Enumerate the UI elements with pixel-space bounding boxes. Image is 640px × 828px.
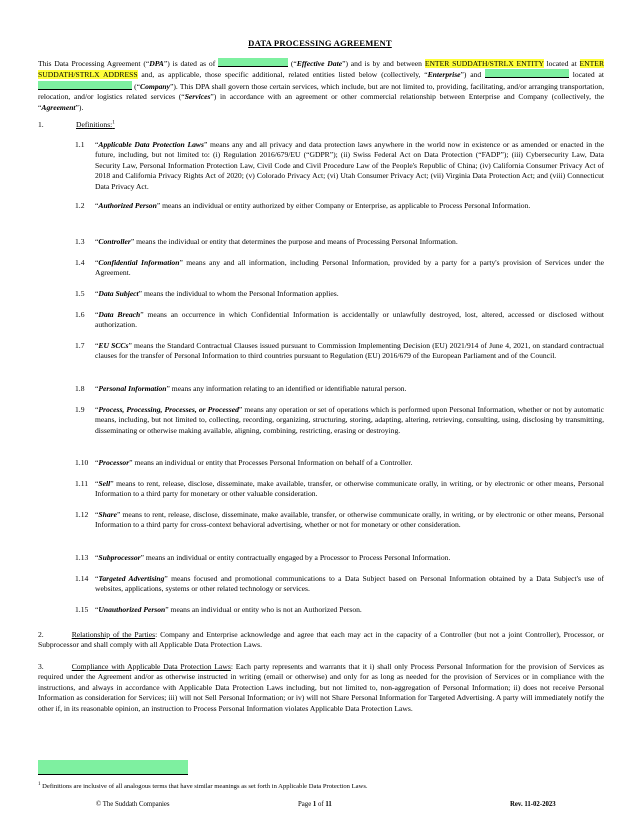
section-text: : Company and Enterprise acknowledge and agree that each may act in the capacity of a Controller (but not a joint Controller), Processor, or Subprocessor and shall comply with all Applicable Data Protection Laws. [38, 630, 605, 650]
definition-body: ” means an individual or entity that Processes Personal Information on behalf of a Controller. [129, 458, 413, 467]
address-placeholder[interactable]: ENTER SUDDATH/STRLX ADDRESS [38, 59, 605, 80]
intro-text: ”). This DPA shall govern those certain services, which include, but are not limited to, providing, facilitating, and/or arranging transportation, relocation, and/or logistics related services (“ [38, 81, 604, 102]
intro-paragraph [38, 58, 604, 113]
definition-text [95, 384, 604, 394]
footnote-separator-field [38, 760, 188, 775]
definition-body: ” means the individual or entity that determines the purpose and means of Processing Personal Information. [130, 237, 458, 246]
definition-item [75, 140, 604, 192]
definition-item [75, 510, 604, 531]
section-text: : Each party represents and warrants that it i) shall only Process Personal Information for the provision of Services as required under the Agreement and/or as otherwise instructed in writing (email or otherwise) and only for as long as needed for the provision of Services or in compliance with the instructions, and always in accordance with Applicable Data Protection Laws including, but not limited to, non-aggregation of Personal Information; ii) does not receive Personal Information as consideration for Services; iii) will not Sell Personal Information; or iv) will not Share Personal Information for Targeted Advertising. A party will immediately notify the other if, in its reasonable opinion, an instruction to Process Personal Information violates Applicable Data Protection Laws. [38, 662, 604, 713]
definition-number: 1.15 [75, 605, 89, 614]
definition-item [75, 201, 604, 211]
quote-mark: “ [95, 310, 99, 319]
quote-mark: “ [95, 289, 99, 298]
definition-number: 1.5 [75, 289, 85, 298]
quote-mark: “ [95, 458, 99, 467]
definition-text [95, 289, 604, 299]
defined-term: EU SCCs [98, 341, 129, 350]
quote-mark: “ [95, 405, 99, 414]
section-heading: Compliance with Applicable Data Protection Laws [71, 662, 231, 671]
section-heading-text: Definitions: [76, 120, 113, 129]
definition-text [95, 479, 604, 500]
section-number: 1. [38, 120, 44, 129]
definition-body: ” means an individual or entity contractually engaged by a Processor to Process Personal Information. [140, 553, 451, 562]
section-2 [38, 630, 604, 651]
defined-term: Processor [98, 458, 130, 467]
intro-text: ”). [75, 102, 84, 112]
definition-text [95, 237, 604, 247]
term-enterprise: Enterprise [427, 70, 461, 80]
definition-body: ” means focused and promotional communications to a Data Subject based on Personal Information obtained by a Data Subject's use of websites, applications, systems or other related technology or services. [95, 574, 604, 594]
definition-body: ” means to rent, release, disclose, disseminate, make available, transfer, or otherwise communicate orally, in writing, or by electronic or other means, Personal Information to a third party for cross-context behavioral advertising, whether or not for monetary or other consideration. [95, 510, 604, 530]
definition-item [75, 458, 604, 468]
defined-term: Sell [98, 479, 111, 488]
footnote-ref[interactable]: 1 [112, 120, 115, 126]
definition-body: ” means an individual or entity authorized by either Company or Enterprise, as applicable to Process Personal Information. [156, 201, 531, 210]
page-current: 1 [312, 801, 317, 808]
definition-item [75, 605, 604, 615]
section-number: 2. [38, 630, 44, 639]
definition-number: 1.9 [75, 405, 85, 414]
footnote-mark: 1 [38, 781, 41, 787]
definition-item [75, 574, 604, 595]
definition-text [95, 310, 604, 331]
definition-body: ” means any operation or set of operations which is performed upon Personal Information, whether or not by automatic means, including, but not limited to, collecting, recording, organizing, structuring, storing, adapting, altering, retrieving, consulting, using, disclosing by transmitting, disseminating or otherwise making available, aligning, combining, restricting, erasing or destroying. [95, 405, 604, 435]
quote-mark: “ [95, 574, 99, 583]
defined-term: Targeted Advertising [98, 574, 165, 583]
intro-text: located at [572, 70, 604, 80]
section-heading: Relationship of the Parties [71, 630, 156, 639]
defined-term: Subprocessor [98, 553, 141, 562]
quote-mark: “ [95, 237, 99, 246]
intro-text: ”) and [460, 70, 482, 80]
effective-date-field[interactable] [218, 58, 288, 67]
definition-body: ” means to rent, release, disclose, disseminate, make available, transfer, or otherwise communicate orally, in writing, or by electronic or other means, Personal Information to a third party for monetary or other valuable consideration. [95, 479, 604, 499]
intro-text: ”) is dated as of [163, 59, 216, 68]
definition-body: ” means any information relating to an identified or identifiable natural person. [166, 384, 407, 393]
definition-text [95, 458, 604, 468]
defined-term: Controller [98, 237, 131, 246]
term-company: Company [140, 81, 171, 91]
quote-mark: “ [95, 258, 99, 267]
quote-mark: “ [95, 201, 99, 210]
term-dpa: DPA [149, 59, 164, 68]
definition-item [75, 384, 604, 394]
definition-item [75, 479, 604, 500]
footnote-text: Definitions are inclusive of all analogous terms that have similar meanings as set forth in Applicable Data Protection Laws. [40, 783, 368, 790]
intro-text: ”) and is by and between [342, 59, 422, 68]
definition-item [75, 289, 604, 299]
definition-number: 1.13 [75, 553, 89, 562]
quote-mark: “ [95, 605, 99, 614]
defined-term: Confidential Information [98, 258, 180, 267]
intro-text: located at [546, 59, 577, 68]
definition-body: ” means an occurrence in which Confidential Information is accidentally or unlawfully destroyed, lost, altered, accessed or disclosed without authorization. [95, 310, 604, 330]
footnote [38, 782, 604, 791]
page-total: 11 [325, 801, 332, 808]
definition-text [95, 574, 604, 595]
quote-mark: “ [95, 341, 99, 350]
defined-term: Personal Information [98, 384, 167, 393]
definition-text [95, 258, 604, 279]
intro-text: This Data Processing Agreement (“ [38, 59, 150, 68]
definition-text [95, 341, 604, 362]
definition-number: 1.3 [75, 237, 85, 246]
definition-number: 1.4 [75, 258, 85, 267]
definition-number: 1.1 [75, 140, 85, 149]
intro-text: (“ [134, 81, 141, 91]
definition-body: ” means any and all information, including Personal Information, provided by a party for a party's provision of Services under the Agreement. [95, 258, 605, 278]
intro-text: and, as applicable, those specific additional, related entities listed below (collectively, “ [141, 70, 428, 80]
definition-number: 1.14 [75, 574, 89, 583]
section-number: 3. [38, 662, 44, 671]
definition-number: 1.10 [75, 458, 89, 467]
definition-number: 1.2 [75, 201, 85, 210]
defined-term: Data Subject [98, 289, 139, 298]
term-effective-date: Effective Date [296, 59, 343, 68]
page-prefix: Page [298, 801, 313, 808]
definition-item [75, 553, 604, 563]
quote-mark: “ [95, 553, 99, 562]
definition-text [95, 405, 604, 436]
quote-mark: “ [95, 384, 99, 393]
footer-page-number [298, 801, 332, 808]
definition-body: ” means an individual or entity who is not an Authorized Person. [165, 605, 362, 614]
definition-text [95, 605, 604, 615]
definition-text [95, 553, 604, 563]
company-address-field[interactable] [38, 81, 132, 90]
intro-text: ”) in accordance with an agreement or other commercial relationship between Enterprise and Company (collectively, the “ [38, 92, 604, 112]
definition-number: 1.8 [75, 384, 85, 393]
defined-term: Unauthorized Person [98, 605, 166, 614]
footer-revision: Rev. 11-02-2023 [510, 801, 556, 808]
definition-body: ” means the Standard Contractual Clauses issued pursuant to Commission Implementing Decision (EU) 2021/914 of June 4, 2021, on standard contractual clauses for the transfer of Personal Information to third countries pursuant to Regulation (EU) 2016/679 of the European Parliament and of the Council. [95, 341, 604, 361]
definition-number: 1.7 [75, 341, 85, 350]
defined-term: Process, Processing, Processes, or Processed [98, 405, 239, 414]
page-mid: of [316, 801, 326, 808]
company-name-field[interactable] [485, 69, 569, 78]
definition-number: 1.6 [75, 310, 85, 319]
defined-term: Data Breach [98, 310, 141, 319]
definition-item [75, 237, 604, 247]
definition-item [75, 258, 604, 279]
section-heading [76, 120, 115, 130]
quote-mark: “ [95, 479, 99, 488]
definition-item [75, 310, 604, 331]
definition-text [95, 140, 604, 192]
term-agreement: Agreement [41, 102, 76, 112]
definition-text [95, 510, 604, 531]
entity-placeholder[interactable]: ENTER SUDDATH/STRLX ENTITY [424, 59, 544, 68]
definition-number: 1.12 [75, 510, 89, 519]
definition-number: 1.11 [75, 479, 89, 488]
intro-text: (“ [290, 59, 297, 68]
quote-mark: “ [95, 510, 99, 519]
definition-body: ” means the individual to whom the Personal Information applies. [138, 289, 339, 298]
defined-term: Share [98, 510, 117, 519]
page-title: DATA PROCESSING AGREEMENT [248, 38, 392, 48]
definition-item [75, 341, 604, 362]
section-3 [38, 662, 604, 714]
defined-term: Applicable Data Protection Laws [98, 140, 204, 149]
footer-copyright: © The Suddath Companies [96, 801, 170, 808]
term-services: Services [184, 92, 211, 102]
defined-term: Authorized Person [98, 201, 157, 210]
definition-item [75, 405, 604, 436]
quote-mark: “ [95, 140, 99, 149]
definition-body: ” means any and all privacy and data protection laws anywhere in the world now in existence or as amended or enacted in the future, including, but not limited to: (i) Regulation 2016/679/EU (“GDPR”); (ii) Swiss Federal Act on Data Protection (“FADP”); (iii) Cybersecurity Law, Data Security Law, Personal Information Protection Law, Civil Code and Civil Procedure Law of the People's Republic of China; (iv) California Consumer Privacy Act of 2018 and California Privacy Rights Act of 2020; (v) Colorado Privacy Act; (vi) Utah Consumer Privacy Act; (vii) Virginia Data Protection Act; and (viii) Connecticut Data Privacy Act. [95, 140, 604, 191]
definition-text [95, 201, 604, 211]
